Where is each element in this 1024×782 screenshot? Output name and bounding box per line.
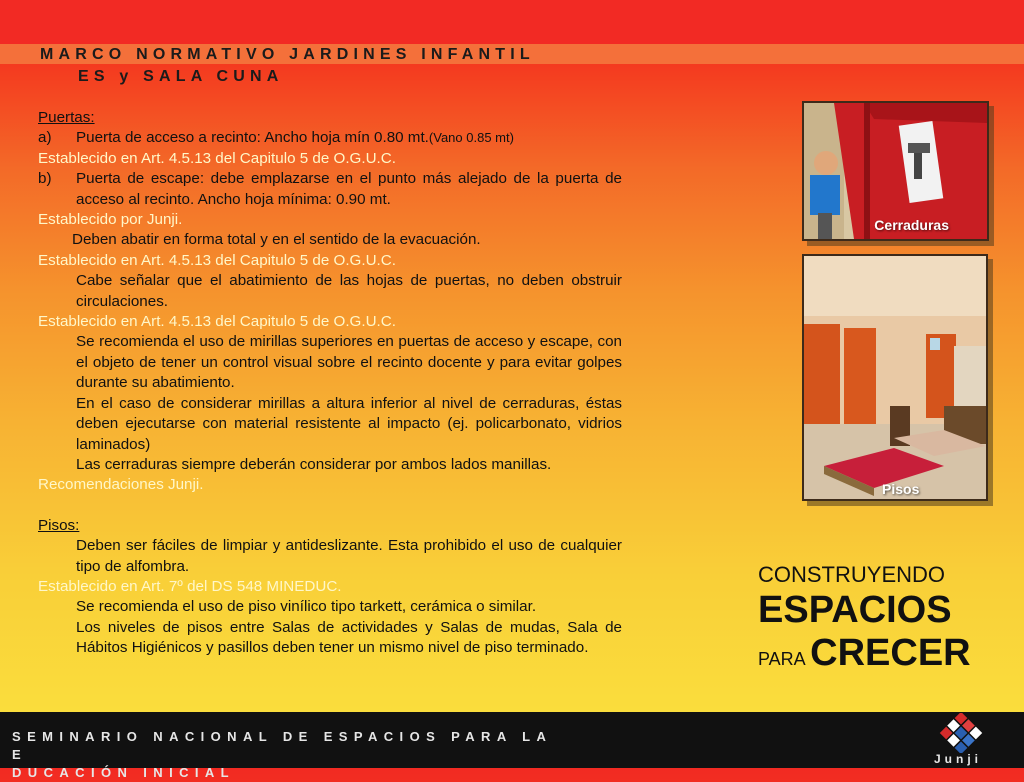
footer-text-line-2: DUCACIÓN INICIAL (12, 765, 236, 780)
reference-text: Establecido en Art. 4.5.13 del Capitulo 5 de O.G.U.C. (38, 313, 396, 331)
paragraph-cerraduras: Las cerraduras siempre deberán considerar por ambos lados manillas. (76, 455, 552, 473)
photo-caption-cerraduras: Cerraduras (874, 217, 949, 233)
pisos-heading: Pisos: (38, 516, 80, 534)
list-item-a (38, 128, 622, 148)
slogan-line-1: CONSTRUYENDO (758, 562, 946, 587)
item-a-marker: a) (38, 129, 52, 147)
paragraph-pisos-2: Se recomienda el uso de piso vinílico tipo tarkett, cerámica o similar. (76, 598, 537, 616)
spacer (38, 496, 622, 516)
footer-text (12, 728, 552, 782)
reference-text: Establecido en Art. 7º del DS 548 MINEDUC. (38, 577, 342, 595)
slogan-line-2: ESPACIOS (758, 589, 952, 631)
item-a-text: Puerta de acceso a recinto: Ancho hoja mín 0.80 mt. (76, 129, 429, 147)
reference-text: Recomendaciones Junji. (38, 476, 204, 494)
title-line-2: ES y SALA CUNA (78, 68, 284, 85)
classroom-illustration (804, 256, 986, 499)
paragraph-mirillas: Se recomienda el uso de mirillas superiores en puertas de acceso y escape, con el objeto de tener un control visual sobre el recinto docente y para evitar golpes durante su abatimiento. (76, 333, 622, 392)
reference-text: Establecido en Art. 4.5.13 del Capitulo 5 de O.G.U.C. (38, 251, 396, 269)
puertas-heading: Puertas: (38, 109, 95, 126)
top-band (0, 0, 1024, 44)
photo-caption-pisos: Pisos (882, 481, 920, 497)
footer-text-line-1: SEMINARIO NACIONAL DE ESPACIOS PARA LA E (12, 729, 552, 762)
slogan (758, 562, 1018, 680)
title-line-1: MARCO NORMATIVO JARDINES INFANTIL (40, 46, 535, 63)
paragraph-pisos-1: Deben ser fáciles de limpiar y antideslizante. Esta prohibido el uso de cualquier tipo de alfombra. (76, 537, 622, 575)
list-item-b (38, 169, 622, 210)
photo-classroom-floor (802, 254, 988, 501)
logo-text: Junji (934, 752, 983, 766)
paragraph-abatir: Deben abatir en forma total y en el sentido de la evacuación. (72, 231, 481, 249)
junji-logo-icon (936, 713, 986, 753)
slogan-line-3a: PARA (758, 649, 806, 669)
reference-text: Establecido en Art. 4.5.13 del Capitulo 5 de O.G.U.C. (38, 149, 396, 167)
footer-bar (0, 712, 1024, 780)
item-b-text: Puerta de escape: debe emplazarse en el punto más alejado de la puerta de acceso al recinto. Ancho hoja mínima: 0.90 mt. (76, 170, 622, 208)
slide-title (40, 44, 630, 88)
paragraph-pisos-3: Los niveles de pisos entre Salas de actividades y Salas de mudas, Sala de Hábitos Higiénicos y pasillos deben tener un mismo nivel de piso terminado. (76, 618, 622, 657)
item-b-marker: b) (38, 170, 52, 188)
reference-text: Establecido por Junji. (38, 211, 183, 229)
slogan-line-3b: CRECER (810, 632, 971, 674)
paragraph-mirillas-inferior: En el caso de considerar mirillas a altura inferior al nivel de cerraduras, éstas deben ejecutarse con material resistente al impacto (ej. policarbonato, vidrios laminados) (76, 394, 622, 453)
item-a-note: (Vano 0.85 mt) (428, 130, 514, 146)
paragraph-abatimiento: Cabe señalar que el abatimiento de las hojas de puertas, no deben obstruir circulaciones. (76, 272, 622, 310)
photo-door-lock (802, 101, 989, 241)
content-body (38, 108, 622, 708)
